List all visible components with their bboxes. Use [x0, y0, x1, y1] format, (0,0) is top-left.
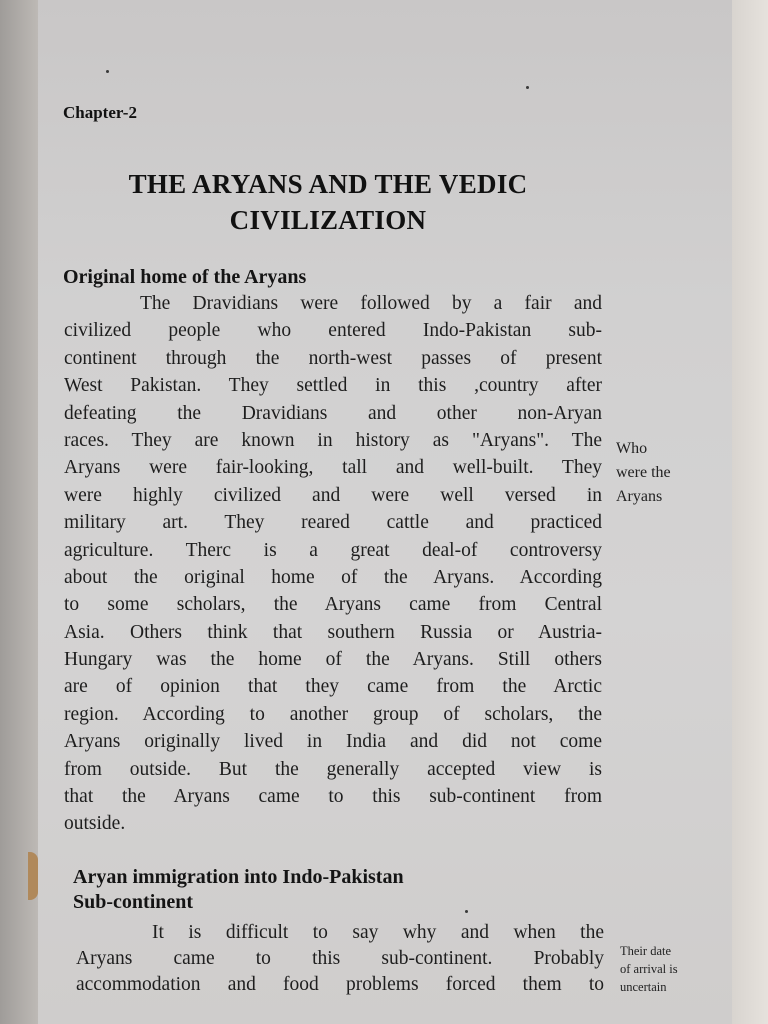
page-tab-marker — [28, 852, 38, 900]
section-heading-line-1: Aryan immigration into Indo-Pakistan — [73, 866, 404, 888]
margin-note-line: were the — [616, 464, 671, 481]
margin-note-line: of arrival is — [620, 962, 678, 976]
margin-note-who-were-aryans — [616, 437, 671, 509]
text-line: region. According to another group of scholars, the — [64, 703, 602, 725]
margin-note-date-of-arrival — [620, 942, 678, 996]
text-line: military art. They reared cattle and practiced — [64, 512, 602, 534]
chapter-label: Chapter-2 — [63, 103, 137, 122]
text-line: It is difficult to say why and when the — [152, 922, 604, 943]
text-line: Asia. Others think that southern Russia or Austria- — [64, 621, 602, 643]
margin-note-line: Their date — [620, 944, 672, 958]
text-line: were highly civilized and were well versed in — [64, 484, 602, 506]
text-line: Aryans originally lived in India and did not come — [64, 731, 602, 753]
text-line: are of opinion that they came from the Arctic — [64, 676, 602, 698]
margin-note-line: uncertain — [620, 980, 667, 994]
chapter-title-line-2: CIVILIZATION — [229, 205, 427, 235]
paper-speck — [526, 86, 529, 89]
text-line: continent through the north-west passes of present — [64, 347, 602, 369]
text-line: agriculture. Therc is a great deal-of controversy — [64, 539, 602, 561]
text-line: West Pakistan. They settled in this ,country after — [64, 375, 602, 397]
text-line: Hungary was the home of the Aryans. Still others — [64, 649, 602, 671]
paper-speck — [106, 70, 109, 73]
paragraph-original-home — [64, 290, 602, 838]
text-line: to some scholars, the Aryans came from Central — [64, 594, 602, 616]
paper-speck — [465, 910, 468, 913]
book-page — [38, 0, 732, 1024]
section-heading-aryan-immigration — [73, 865, 404, 915]
section-heading-original-home: Original home of the Aryans — [63, 266, 307, 288]
text-line: Aryans came to this sub-continent. Probably — [76, 948, 604, 969]
section-heading-line-2: Sub-continent — [73, 891, 194, 913]
text-line: The Dravidians were followed by a fair and — [140, 293, 602, 314]
page-shadow-right — [732, 0, 768, 1024]
text-line: defeating the Dravidians and other non-Aryan — [64, 402, 602, 424]
chapter-title — [38, 166, 618, 238]
text-line: accommodation and food problems forced them to — [76, 974, 604, 995]
margin-note-line: Aryans — [616, 488, 663, 505]
text-line: that the Aryans came to this sub-continent from — [64, 786, 602, 808]
text-line: races. They are known in history as "Aryans". The — [64, 429, 602, 451]
text-line: Aryans were fair-looking, tall and well-built. They — [64, 457, 602, 479]
paragraph-aryan-immigration — [76, 920, 604, 998]
chapter-title-line-1: THE ARYANS AND THE VEDIC — [128, 169, 528, 199]
text-line: about the original home of the Aryans. According — [64, 566, 602, 588]
text-line: outside. — [64, 813, 126, 835]
text-line: civilized people who entered Indo-Pakistan sub- — [64, 320, 602, 342]
text-line: from outside. But the generally accepted view is — [64, 758, 602, 780]
margin-note-line: Who — [616, 440, 648, 457]
